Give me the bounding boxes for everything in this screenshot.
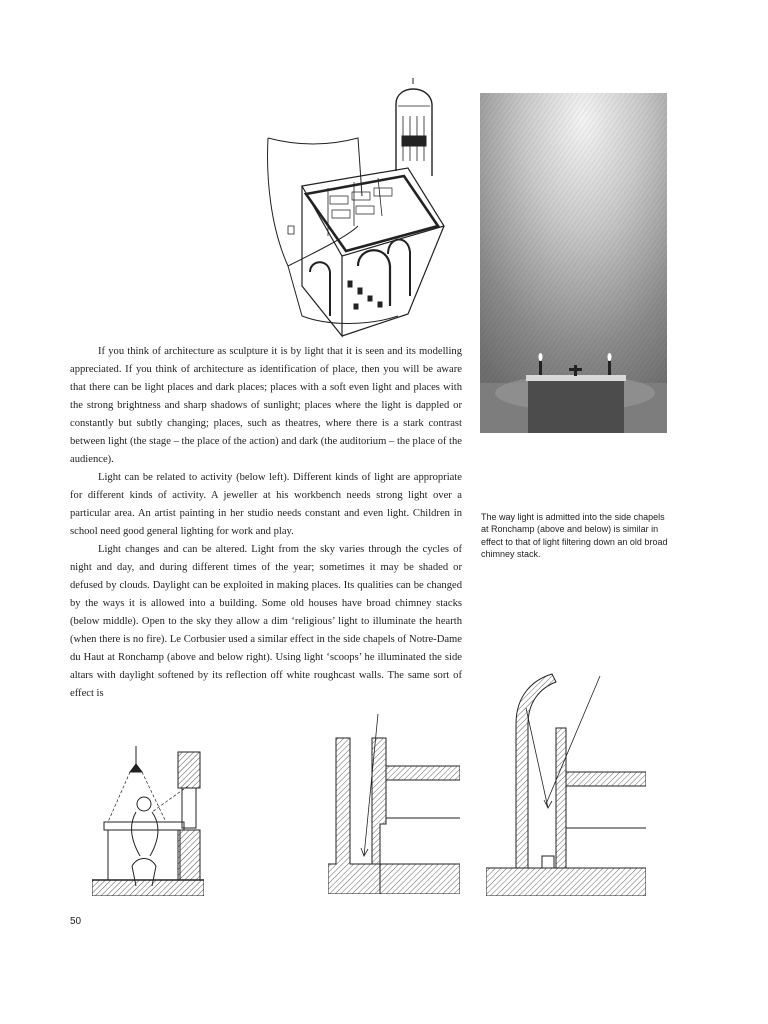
body-paragraph: Light changes and can be altered. Light from the sky varies through the cycles of night and day, and during different times of the year; sometimes it may be shaded or defused by clouds. Daylight can be exploited in making places. Its qualities can be changed by the ways it is allowed into a building. Some old houses have broad chimney stacks (below middle). Open to the sky they allow a dim ‘religious’ light to illuminate the hearth (when there is no fire). Le Corbusier used a similar effect in the side chapels of Notre-Dame du Haut at Ronchamp (above and below right). Using light ‘scoops’ he illuminated the side altars with daylight softened by its reflection off white roughcast walls. The same sort of effect is: [70, 544, 462, 699]
figure-caption: The way light is admitted into the side chapels at Ronchamp (above and below) is similar in effect to that of light filtering down an old broad chimney stack.: [481, 512, 668, 559]
ronchamp-axonometric-sketch: [258, 76, 458, 344]
body-paragraph: Light can be related to activity (below left). Different kinds of light are appropriate for different kinds of activity. A jeweller at his workbench needs strong light over a particular area. An artist painting in her studio needs constant and even light. Children in school need good general lighting for work and play.: [70, 472, 462, 537]
side-chapel-altar-drawing: [480, 93, 667, 433]
body-text: [70, 343, 462, 703]
jeweller-workbench-sketch: [92, 746, 204, 896]
chimney-stack-section-sketch: [328, 714, 460, 894]
ronchamp-chapel-section-sketch: [486, 668, 646, 896]
body-paragraph: If you think of architecture as sculpture it is by light that it is seen and its modelling appreciated. If you think of architecture as identification of place, then you will be aware that there can be light places and dark places; places with a soft even light and places with the strong brightness and sharp shadows of sunlight; places where the light is dappled or constantly but subtly changing; places, such as theatres, where there is a stark contrast between light (the stage – the place of the action) and dark (the auditorium – the place of the audience).: [70, 346, 462, 465]
page-number: 50: [70, 916, 82, 927]
